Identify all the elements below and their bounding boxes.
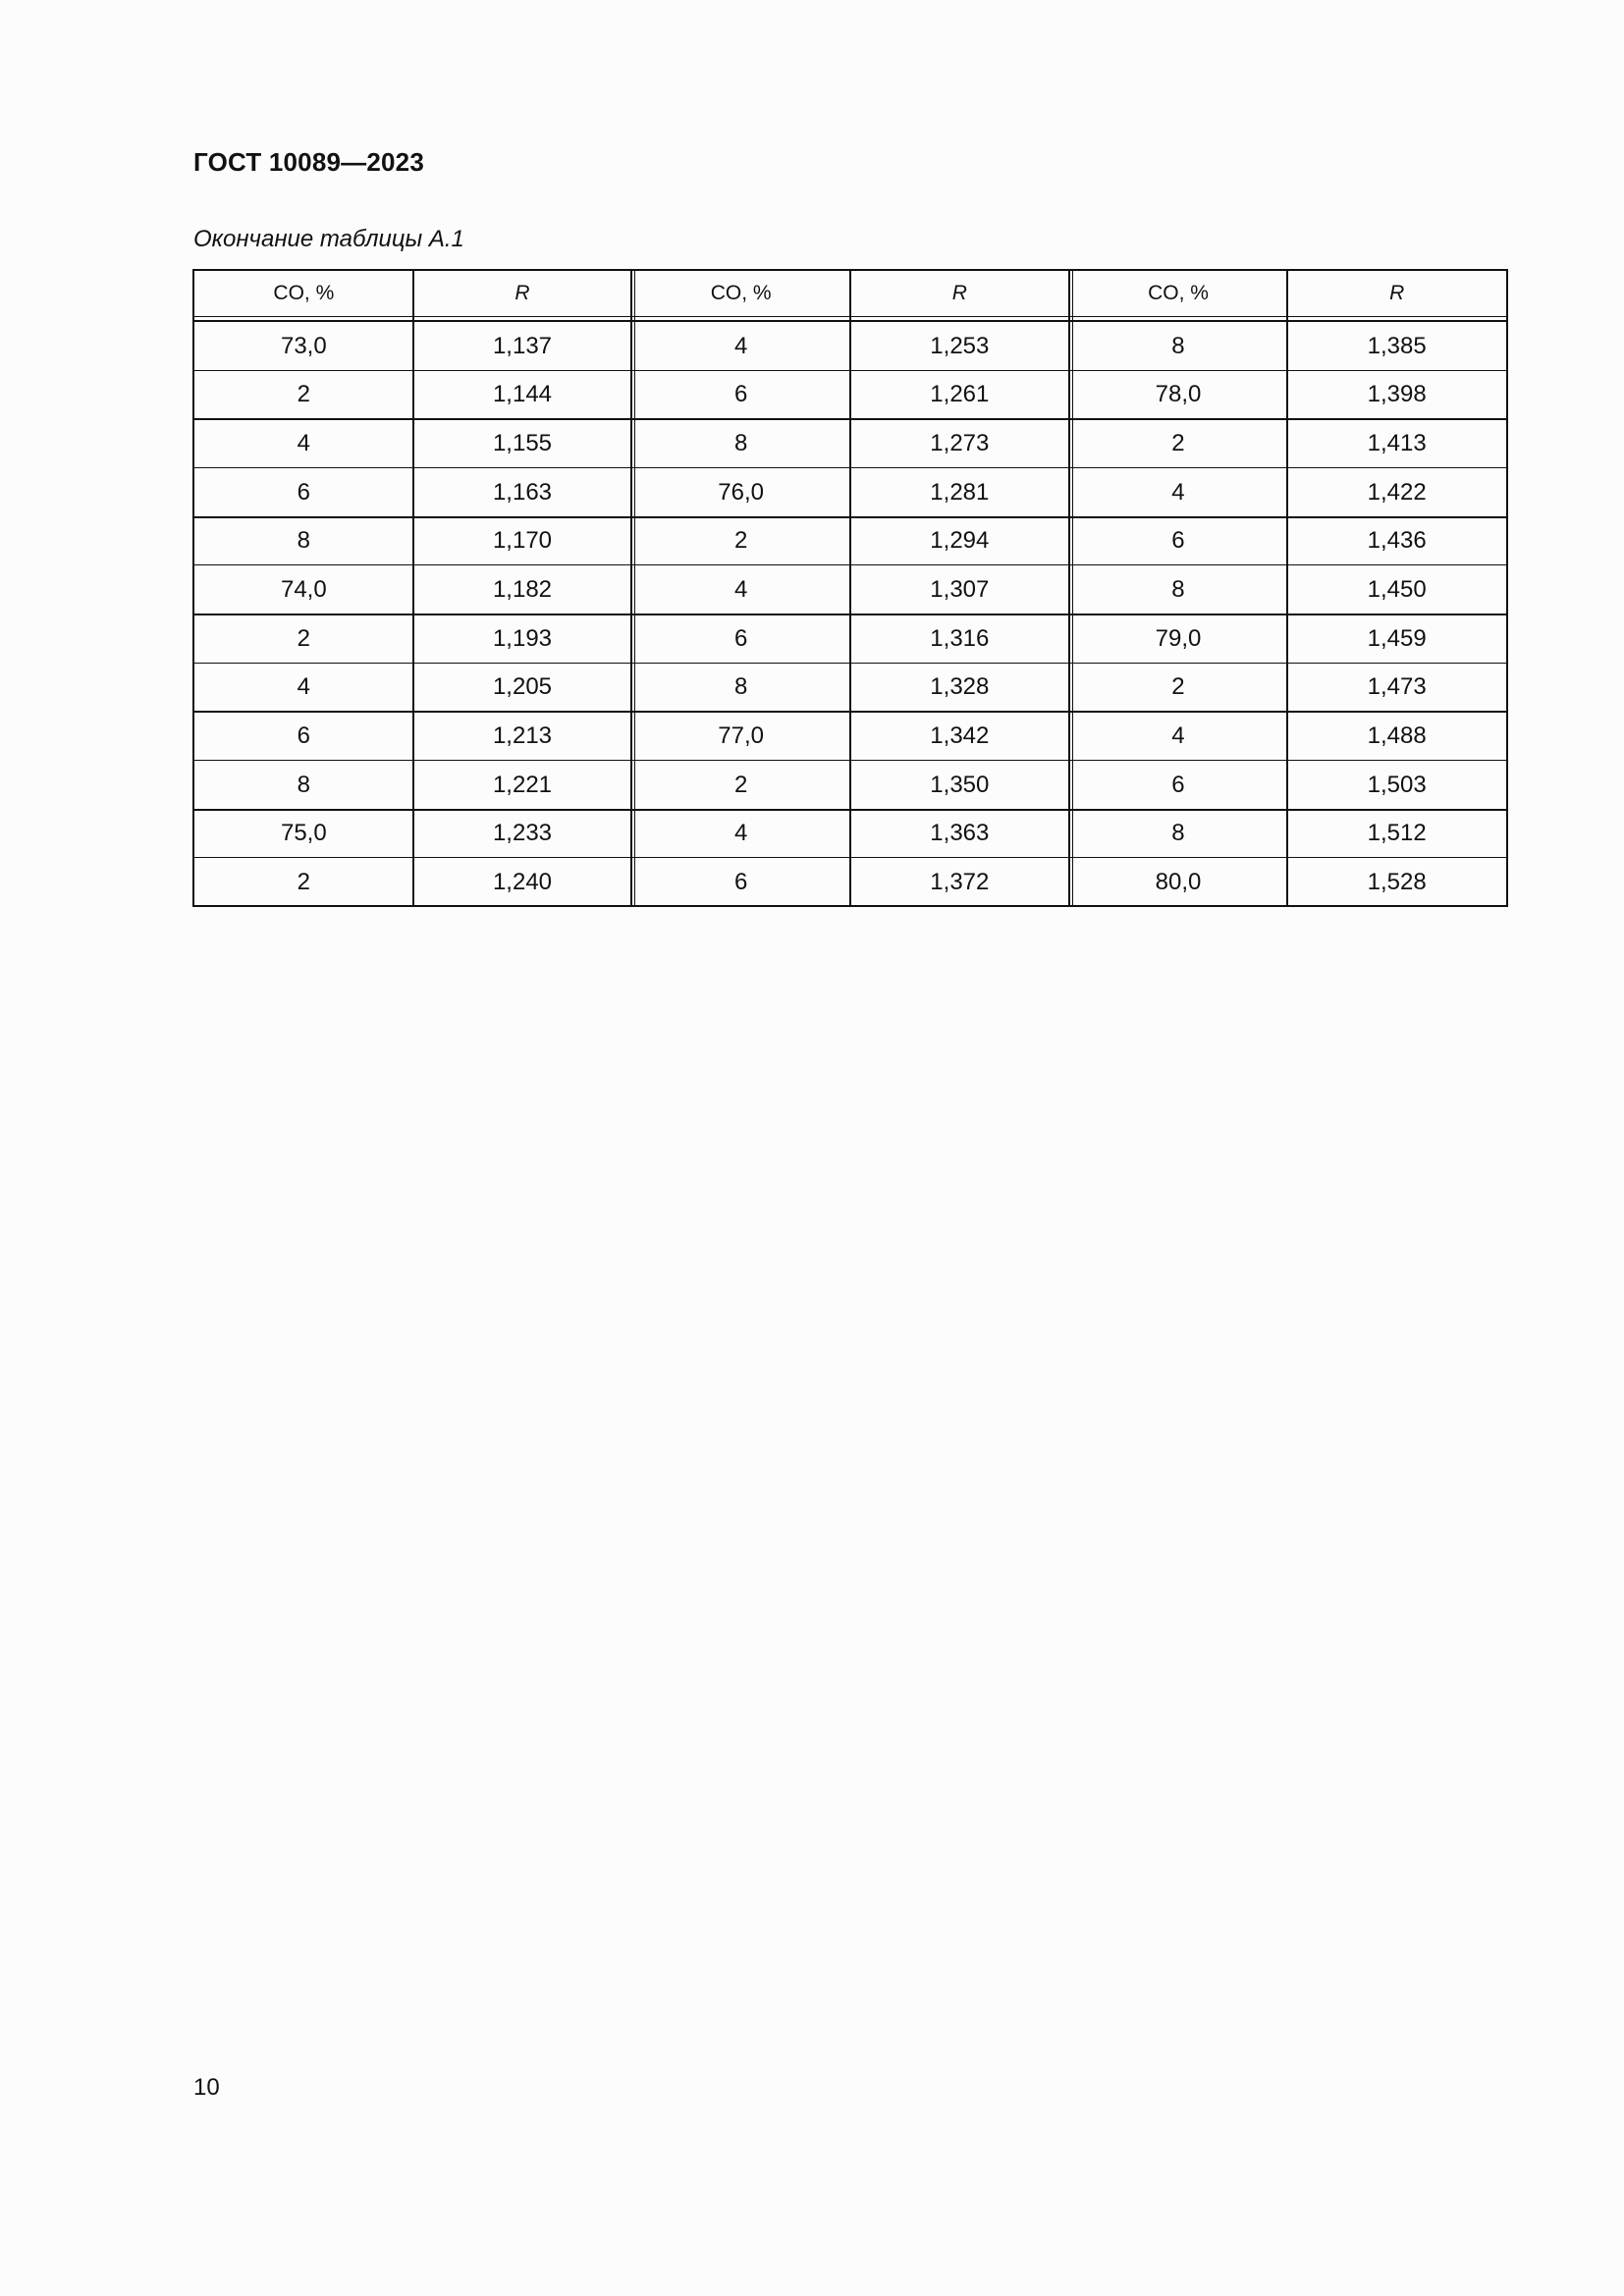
table-cell-co: 74,0 — [280, 576, 327, 604]
table-cell-co: 6 — [733, 624, 748, 652]
table-cell-r: 1,503 — [1367, 771, 1427, 798]
table-cell-co: 8 — [297, 771, 310, 798]
table-cell-co: 4 — [733, 820, 748, 847]
table-cell-co: 4 — [733, 576, 748, 604]
table-cell-co: 6 — [297, 478, 310, 506]
table-cell-r: 1,213 — [492, 722, 553, 750]
table-cell-r: 1,512 — [1367, 820, 1427, 847]
table-cell-r: 1,137 — [492, 332, 553, 359]
table-cell-r: 1,528 — [1367, 869, 1427, 896]
table-cell-co: 4 — [733, 332, 748, 359]
table-cell-co: 2 — [297, 869, 310, 896]
table-cell-r: 1,253 — [930, 332, 990, 359]
page-number: 10 — [193, 2074, 220, 2101]
table-cell-r: 1,363 — [930, 820, 990, 847]
column-header-co: CO, % — [273, 282, 335, 304]
table-cell-r: 1,488 — [1367, 722, 1427, 750]
column-header-co: CO, % — [710, 282, 772, 304]
column-header-r: R — [951, 282, 967, 304]
table-cell-r: 1,459 — [1367, 624, 1427, 652]
column-header-co: CO, % — [1148, 282, 1209, 304]
table-cell-co: 2 — [297, 381, 310, 408]
table-cell-co: 8 — [733, 430, 748, 457]
table-cell-co: 6 — [733, 869, 748, 896]
table-cell-co: 77,0 — [718, 722, 765, 750]
table-cell-r: 1,473 — [1367, 673, 1427, 701]
table-cell-r: 1,316 — [930, 624, 990, 652]
table-cell-r: 1,155 — [492, 430, 553, 457]
table-cell-co: 80,0 — [1155, 869, 1202, 896]
table-cell-co: 8 — [1171, 332, 1185, 359]
table-cell-r: 1,450 — [1367, 576, 1427, 604]
table-cell-co: 2 — [1171, 430, 1185, 457]
table-cell-co: 6 — [1171, 771, 1185, 798]
header-divider — [194, 316, 1506, 317]
table-cell-r: 1,193 — [492, 624, 553, 652]
table-cell-co: 79,0 — [1155, 624, 1202, 652]
table-cell-r: 1,221 — [492, 771, 553, 798]
table-cell-co: 75,0 — [280, 820, 327, 847]
column-header-r: R — [514, 282, 530, 304]
column-header-r: R — [1389, 282, 1405, 304]
table-cell-r: 1,261 — [930, 381, 990, 408]
table-cell-co: 2 — [1171, 673, 1185, 701]
table-cell-r: 1,182 — [492, 576, 553, 604]
table-cell-r: 1,422 — [1367, 478, 1427, 506]
table-cell-r: 1,273 — [930, 430, 990, 457]
table-cell-co: 4 — [297, 673, 310, 701]
table-cell-co: 8 — [297, 527, 310, 555]
data-table — [192, 269, 1508, 907]
table-cell-r: 1,281 — [930, 478, 990, 506]
table-cell-r: 1,307 — [930, 576, 990, 604]
table-cell-r: 1,205 — [492, 673, 553, 701]
table-cell-r: 1,342 — [930, 722, 990, 750]
table-cell-co: 8 — [1171, 576, 1185, 604]
table-cell-co: 6 — [297, 722, 310, 750]
table-cell-co: 4 — [1171, 722, 1185, 750]
table-cell-co: 2 — [297, 624, 310, 652]
table-cell-co: 6 — [1171, 527, 1185, 555]
table-cell-r: 1,294 — [930, 527, 990, 555]
table-caption: Окончание таблицы А.1 — [193, 226, 464, 252]
table-cell-r: 1,436 — [1367, 527, 1427, 555]
table-cell-co: 76,0 — [718, 478, 765, 506]
table-cell-co: 73,0 — [280, 332, 327, 359]
table-cell-co: 8 — [1171, 820, 1185, 847]
table-cell-r: 1,372 — [930, 869, 990, 896]
table-cell-r: 1,163 — [492, 478, 553, 506]
table-cell-co: 2 — [733, 771, 748, 798]
table-cell-r: 1,385 — [1367, 332, 1427, 359]
table-cell-r: 1,328 — [930, 673, 990, 701]
table-cell-r: 1,233 — [492, 820, 553, 847]
table-cell-r: 1,144 — [492, 381, 553, 408]
table-cell-co: 78,0 — [1155, 381, 1202, 408]
table-cell-co: 4 — [1171, 478, 1185, 506]
table-cell-r: 1,398 — [1367, 381, 1427, 408]
table-cell-r: 1,413 — [1367, 430, 1427, 457]
table-cell-co: 6 — [733, 381, 748, 408]
table-cell-co: 8 — [733, 673, 748, 701]
table-cell-r: 1,350 — [930, 771, 990, 798]
table-cell-r: 1,170 — [492, 527, 553, 555]
document-header: ГОСТ 10089—2023 — [193, 147, 424, 177]
table-cell-co: 4 — [297, 430, 310, 457]
table-cell-r: 1,240 — [492, 869, 553, 896]
table-cell-co: 2 — [733, 527, 748, 555]
